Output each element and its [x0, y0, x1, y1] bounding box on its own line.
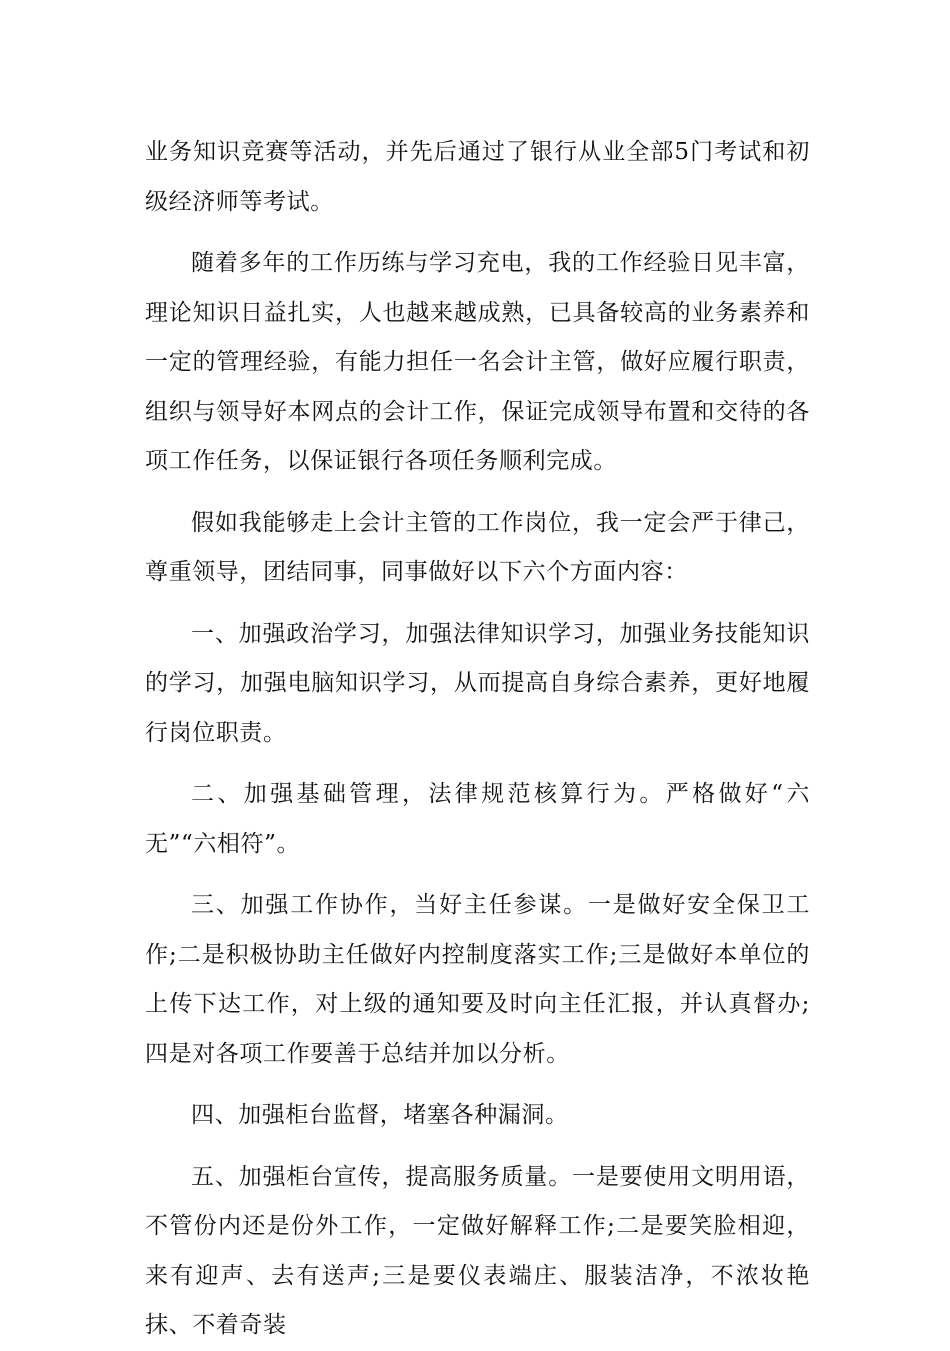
paragraph-item-2: 二、加强基础管理，法律规范核算行为。严格做好“六无”“六相符”。 — [145, 781, 810, 857]
paragraph-commitment: 假如我能够走上会计主管的工作岗位，我一定会严于律己，尊重领导，团结同事，同事做好以下六个方面内容： — [145, 509, 810, 585]
paragraph-item-5: 五、加强柜台宣传，提高服务质量。一是要使用文明用语，不管份内还是份外工作，一定做好解释工作;二是要笑脸相迎，来有迎声、去有送声;三是要仪表端庄、服装洁净，不浓妆艳抹、不着奇装 — [145, 1163, 810, 1338]
paragraph-item-3: 三、加强工作协作，当好主任参谋。一是做好安全保卫工作;二是积极协助主任做好内控制度落实工作;三是做好本单位的上传下达工作，对上级的通知要及时向主任汇报，并认真督办;四是对各项工作要善于总结并加以分析。 — [145, 892, 810, 1067]
paragraph-item-1: 一、加强政治学习，加强法律知识学习，加强业务技能知识的学习，加强电脑知识学习，从而提高自身综合素养，更好地履行岗位职责。 — [145, 620, 810, 746]
document-body — [145, 128, 810, 1351]
paragraph-continuation: 业务知识竞赛等活动，并先后通过了银行从业全部5门考试和初级经济师等考试。 — [145, 139, 810, 215]
paragraph-item-4: 四、加强柜台监督，堵塞各种漏洞。 — [191, 1102, 569, 1128]
paragraph-experience: 随着多年的工作历练与学习充电，我的工作经验日见丰富，理论知识日益扎实，人也越来越成熟，已具备较高的业务素养和一定的管理经验，有能力担任一名会计主管，做好应履行职责，组织与领导好本网点的会计工作，保证完成领导布置和交待的各项工作任务，以保证银行各项任务顺利完成。 — [145, 250, 810, 474]
